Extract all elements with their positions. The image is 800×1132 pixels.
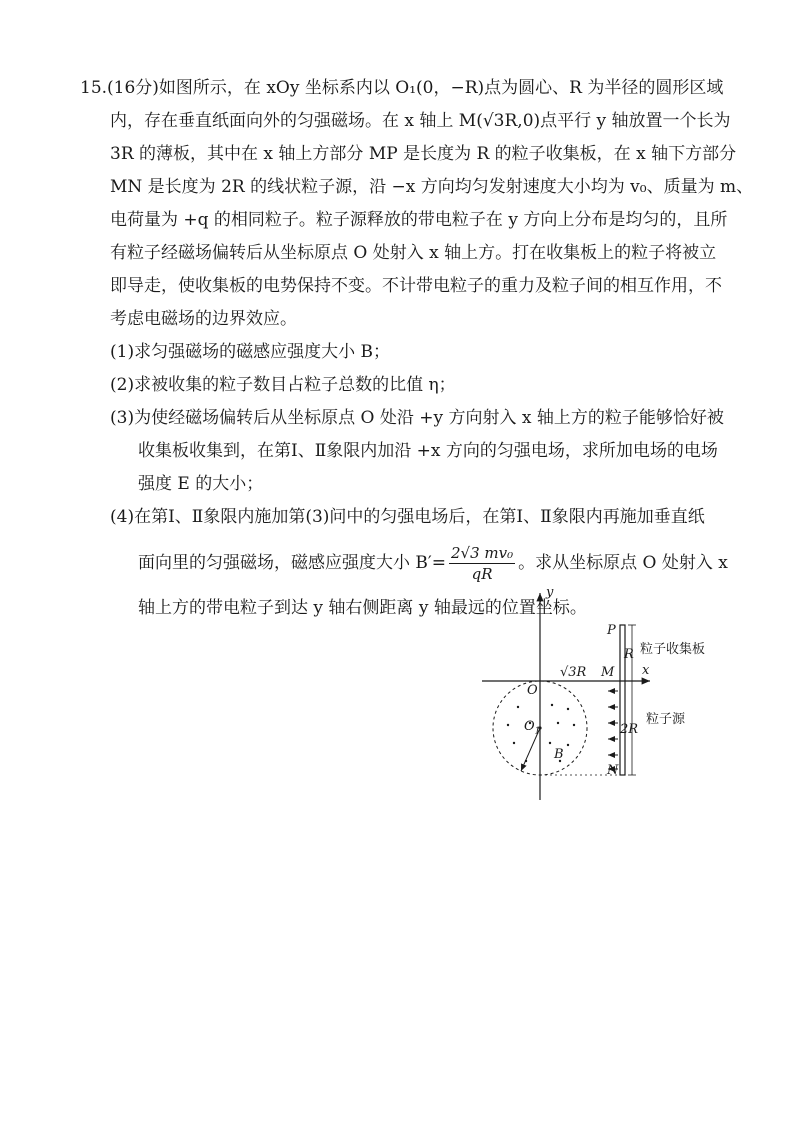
emission-arrows	[608, 691, 618, 769]
problem-line-4: MN 是长度为 2R 的线状粒子源，沿 −x 方向均匀发射速度大小均为 v₀、质量为 m、	[110, 177, 754, 197]
question-2: (2)求被收集的粒子数目占粒子总数的比值 η；	[110, 375, 456, 395]
question-1: (1)求匀强磁场的磁感应强度大小 B；	[110, 342, 390, 362]
problem-line-3: 3R 的薄板，其中在 x 轴上方部分 MP 是长度为 R 的粒子收集板，在 x 轴下方部分	[110, 144, 737, 164]
field-dots	[507, 704, 575, 762]
question-3-line-2: 收集板收集到，在第Ⅰ、Ⅱ象限内加沿 +x 方向的匀强电场，求所加电场的电场	[138, 441, 718, 461]
problem-line-7: 即导走，使收集板的电势保持不变。不计带电粒子的重力及粒子间的相互作用，不	[110, 276, 722, 296]
length-r-label: R	[624, 647, 634, 662]
question-3-line-3: 强度 E 的大小；	[138, 474, 264, 494]
collector-plate-label: 粒子收集板	[640, 642, 706, 657]
point-n-label: N	[607, 763, 619, 778]
question-4-line-3: 轴上方的带电粒子到达 y 轴右侧距离 y 轴最远的位置坐标。	[138, 598, 587, 618]
problem-line-1: 15.(16分)如图所示，在 xOy 坐标系内以 O₁(0，−R)点为圆心、R 为半径的圆形区域	[80, 78, 724, 98]
question-4-line-2	[80, 534, 730, 592]
problem-line-6: 有粒子经磁场偏转后从坐标原点 O 处射入 x 轴上方。打在收集板上的粒子将被立	[110, 243, 717, 263]
problem-15	[80, 72, 754, 625]
length-2r-label: 2R	[620, 722, 639, 737]
problem-line-5: 电荷量为 +q 的相同粒子。粒子源释放的带电粒子在 y 方向上分布是均匀的，且所	[110, 210, 728, 230]
problem-line-8: 考虑电磁场的边界效应。	[110, 309, 297, 329]
b-field-label: B	[554, 747, 564, 762]
y-axis-label: y	[546, 585, 554, 600]
question-4-text-after: 。求从坐标原点 O 处射入 x	[518, 552, 728, 573]
x-axis-label: x	[642, 663, 650, 678]
particle-source-label: 粒子源	[646, 712, 686, 727]
fraction-numerator: 2√3 mv₀	[451, 543, 514, 562]
point-m-label: M	[601, 665, 615, 680]
question-3-line-1: (3)为使经磁场偏转后从坐标原点 O 处沿 +y 方向射入 x 轴上方的粒子能够恰好被	[110, 408, 724, 428]
problem-line-2: 内，存在垂直纸面向外的匀强磁场。在 x 轴上 M(√3R,0)点平行 y 轴放置一个长为	[110, 111, 731, 131]
origin-label: O	[527, 683, 538, 698]
fraction-denominator: qR	[471, 564, 493, 583]
question-4-text-before: 面向里的匀强磁场，磁感应强度大小 B′=	[138, 552, 446, 573]
b-prime-fraction	[449, 544, 515, 583]
center-label: $O_1$	[524, 719, 541, 737]
point-p-label: P	[607, 623, 616, 638]
question-4-line-1: (4)在第Ⅰ、Ⅱ象限内施加第(3)问中的匀强电场后，在第Ⅰ、Ⅱ象限内再施加垂直纸	[110, 507, 705, 527]
sqrt3r-label: √3R	[560, 665, 587, 680]
physics-diagram	[470, 585, 730, 805]
diagram-drawing	[470, 585, 730, 805]
